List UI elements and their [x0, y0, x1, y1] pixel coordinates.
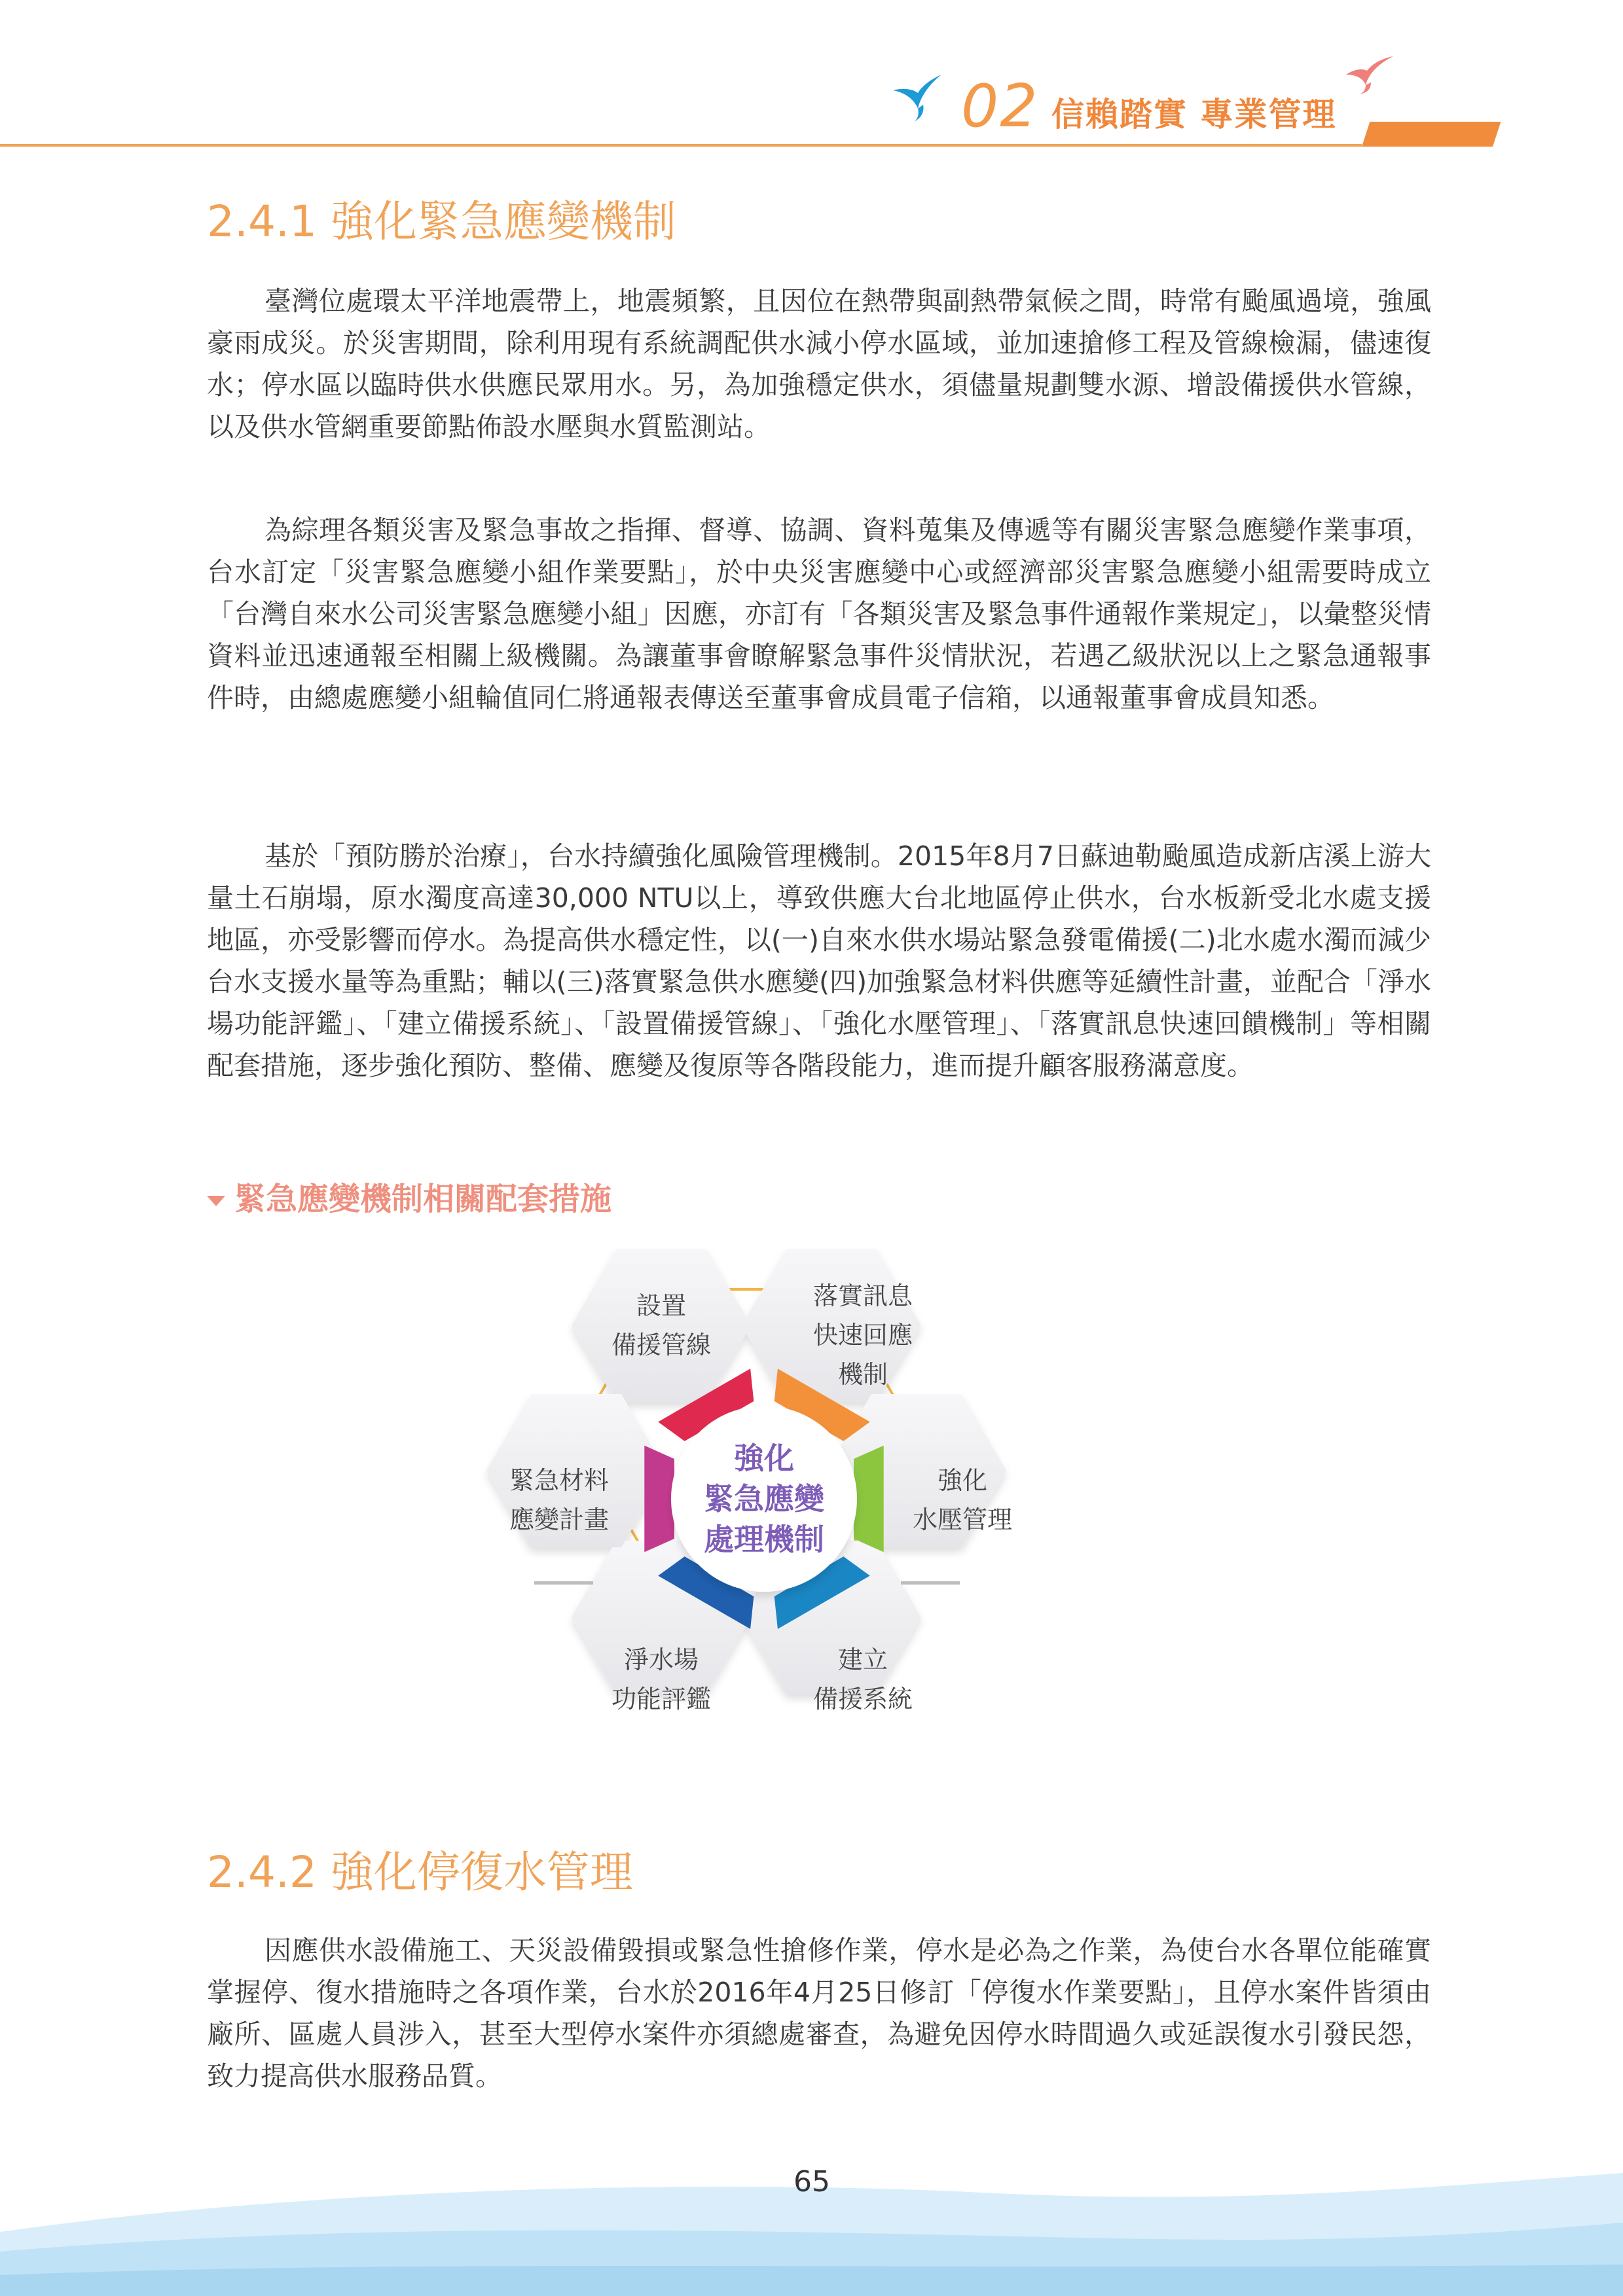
paragraph-emergency-team: 為綜理各類災害及緊急事故之指揮、督導、協調、資料蒐集及傳遞等有關災害緊急應變作業事項，台水訂定「災害緊急應變小組作業要點」，於中央災害應變中心或經濟部災害緊急應變小組需要時成立「台灣自來水公司災害緊急應變小組」因應，亦訂有「各類災害及緊急事件通報作業規定」，以彙整災情資料並迅速通報至相關上級機關。為讓董事會瞭解緊急事件災情狀況，若遇乙級狀況以上之緊急通報事件時，由總處應變小組輪值同仁將通報表傳送至董事會成員電子信箱，以通報董事會成員知悉。 [207, 514, 1431, 713]
triangle-marker-icon [207, 1196, 225, 1206]
center-label: 強化 緊急應變 處理機制 [704, 1441, 824, 1557]
diagram-title-text: 緊急應變機制相關配套措施 [234, 1181, 612, 1217]
segment-left [644, 1446, 674, 1552]
chapter-number: 02 [961, 72, 1039, 141]
section-heading-2-4-1: 2.4.1 強化緊急應變機制 [207, 196, 676, 247]
blue-swallow-icon [890, 71, 943, 123]
page-number: 65 [793, 2165, 830, 2198]
header-accent-bar [1362, 122, 1501, 147]
node-plant-evaluation: 淨水場 功能評鑑 [611, 1645, 712, 1713]
diagram-title [207, 1183, 611, 1215]
node-backup-system: 建立 備援系統 [812, 1645, 913, 1713]
paragraph-water-outage: 因應供水設備施工、天災設備毀損或緊急性搶修作業，停水是必為之作業，為使台水各單位能確實掌握停、復水措施時之各項作業，台水於2016年4月25日修訂「停復水作業要點」，且停水案件皆須由廠所、區處人員涉入，甚至大型停水案件亦須總處審查，為避免因停水時間過久或延誤復水引發民怨，致力提高供水服務品質。 [207, 1935, 1431, 2092]
node-backup-pipeline: 設置 備援管線 [611, 1291, 712, 1359]
section-heading-2-4-2: 2.4.2 強化停復水管理 [207, 1847, 633, 1897]
node-water-pressure: 強化 水壓管理 [912, 1466, 1013, 1534]
node-rapid-feedback: 落實訊息 快速回應 機制 [812, 1282, 913, 1389]
segment-right [854, 1446, 884, 1552]
paragraph-earthquake-typhoon: 臺灣位處環太平洋地震帶上，地震頻繁，且因位在熱帶與副熱帶氣候之間，時常有颱風過境，強風豪雨成災。於災害期間，除利用現有系統調配供水減小停水區域，並加速搶修工程及管線檢漏，儘速復水；停水區以臨時供水供應民眾用水。另，為加強穩定供水，須儘量規劃雙水源、增設備援供水管線，以及供水管網重要節點佈設水壓與水質監測站。 [207, 285, 1431, 442]
paragraph-risk-management: 基於「預防勝於治療」，台水持續強化風險管理機制。2015年8月7日蘇迪勒颱風造成新店溪上游大量土石崩塌，原水濁度高達30,000 NTU以上，導致供應大台北地區停止供水，台水板新受北水處支援地區，亦受影響而停水。為提高供水穩定性，以(一)自來水供水場站緊急發電備援(二)北水處水濁而減少台水支援水量等為重點；輔以(三)落實緊急供水應變(四)加強緊急材料供應等延續性計畫，並配合「淨水場功能評鑑」、「建立備援系統」、「設置備援管線」、「強化水壓管理」、「落實訊息快速回饋機制」等相關配套措施，逐步強化預防、整備、應變及復原等各階段能力，進而提升顧客服務滿意度。 [207, 840, 1431, 1081]
node-material-plan: 緊急材料 應變計畫 [509, 1466, 610, 1534]
header-rule [0, 144, 1362, 147]
emergency-measures-diagram [458, 1230, 1061, 1774]
chapter-title: 信賴踏實 專業管理 [1051, 96, 1337, 134]
pink-swallow-icon [1343, 52, 1395, 96]
